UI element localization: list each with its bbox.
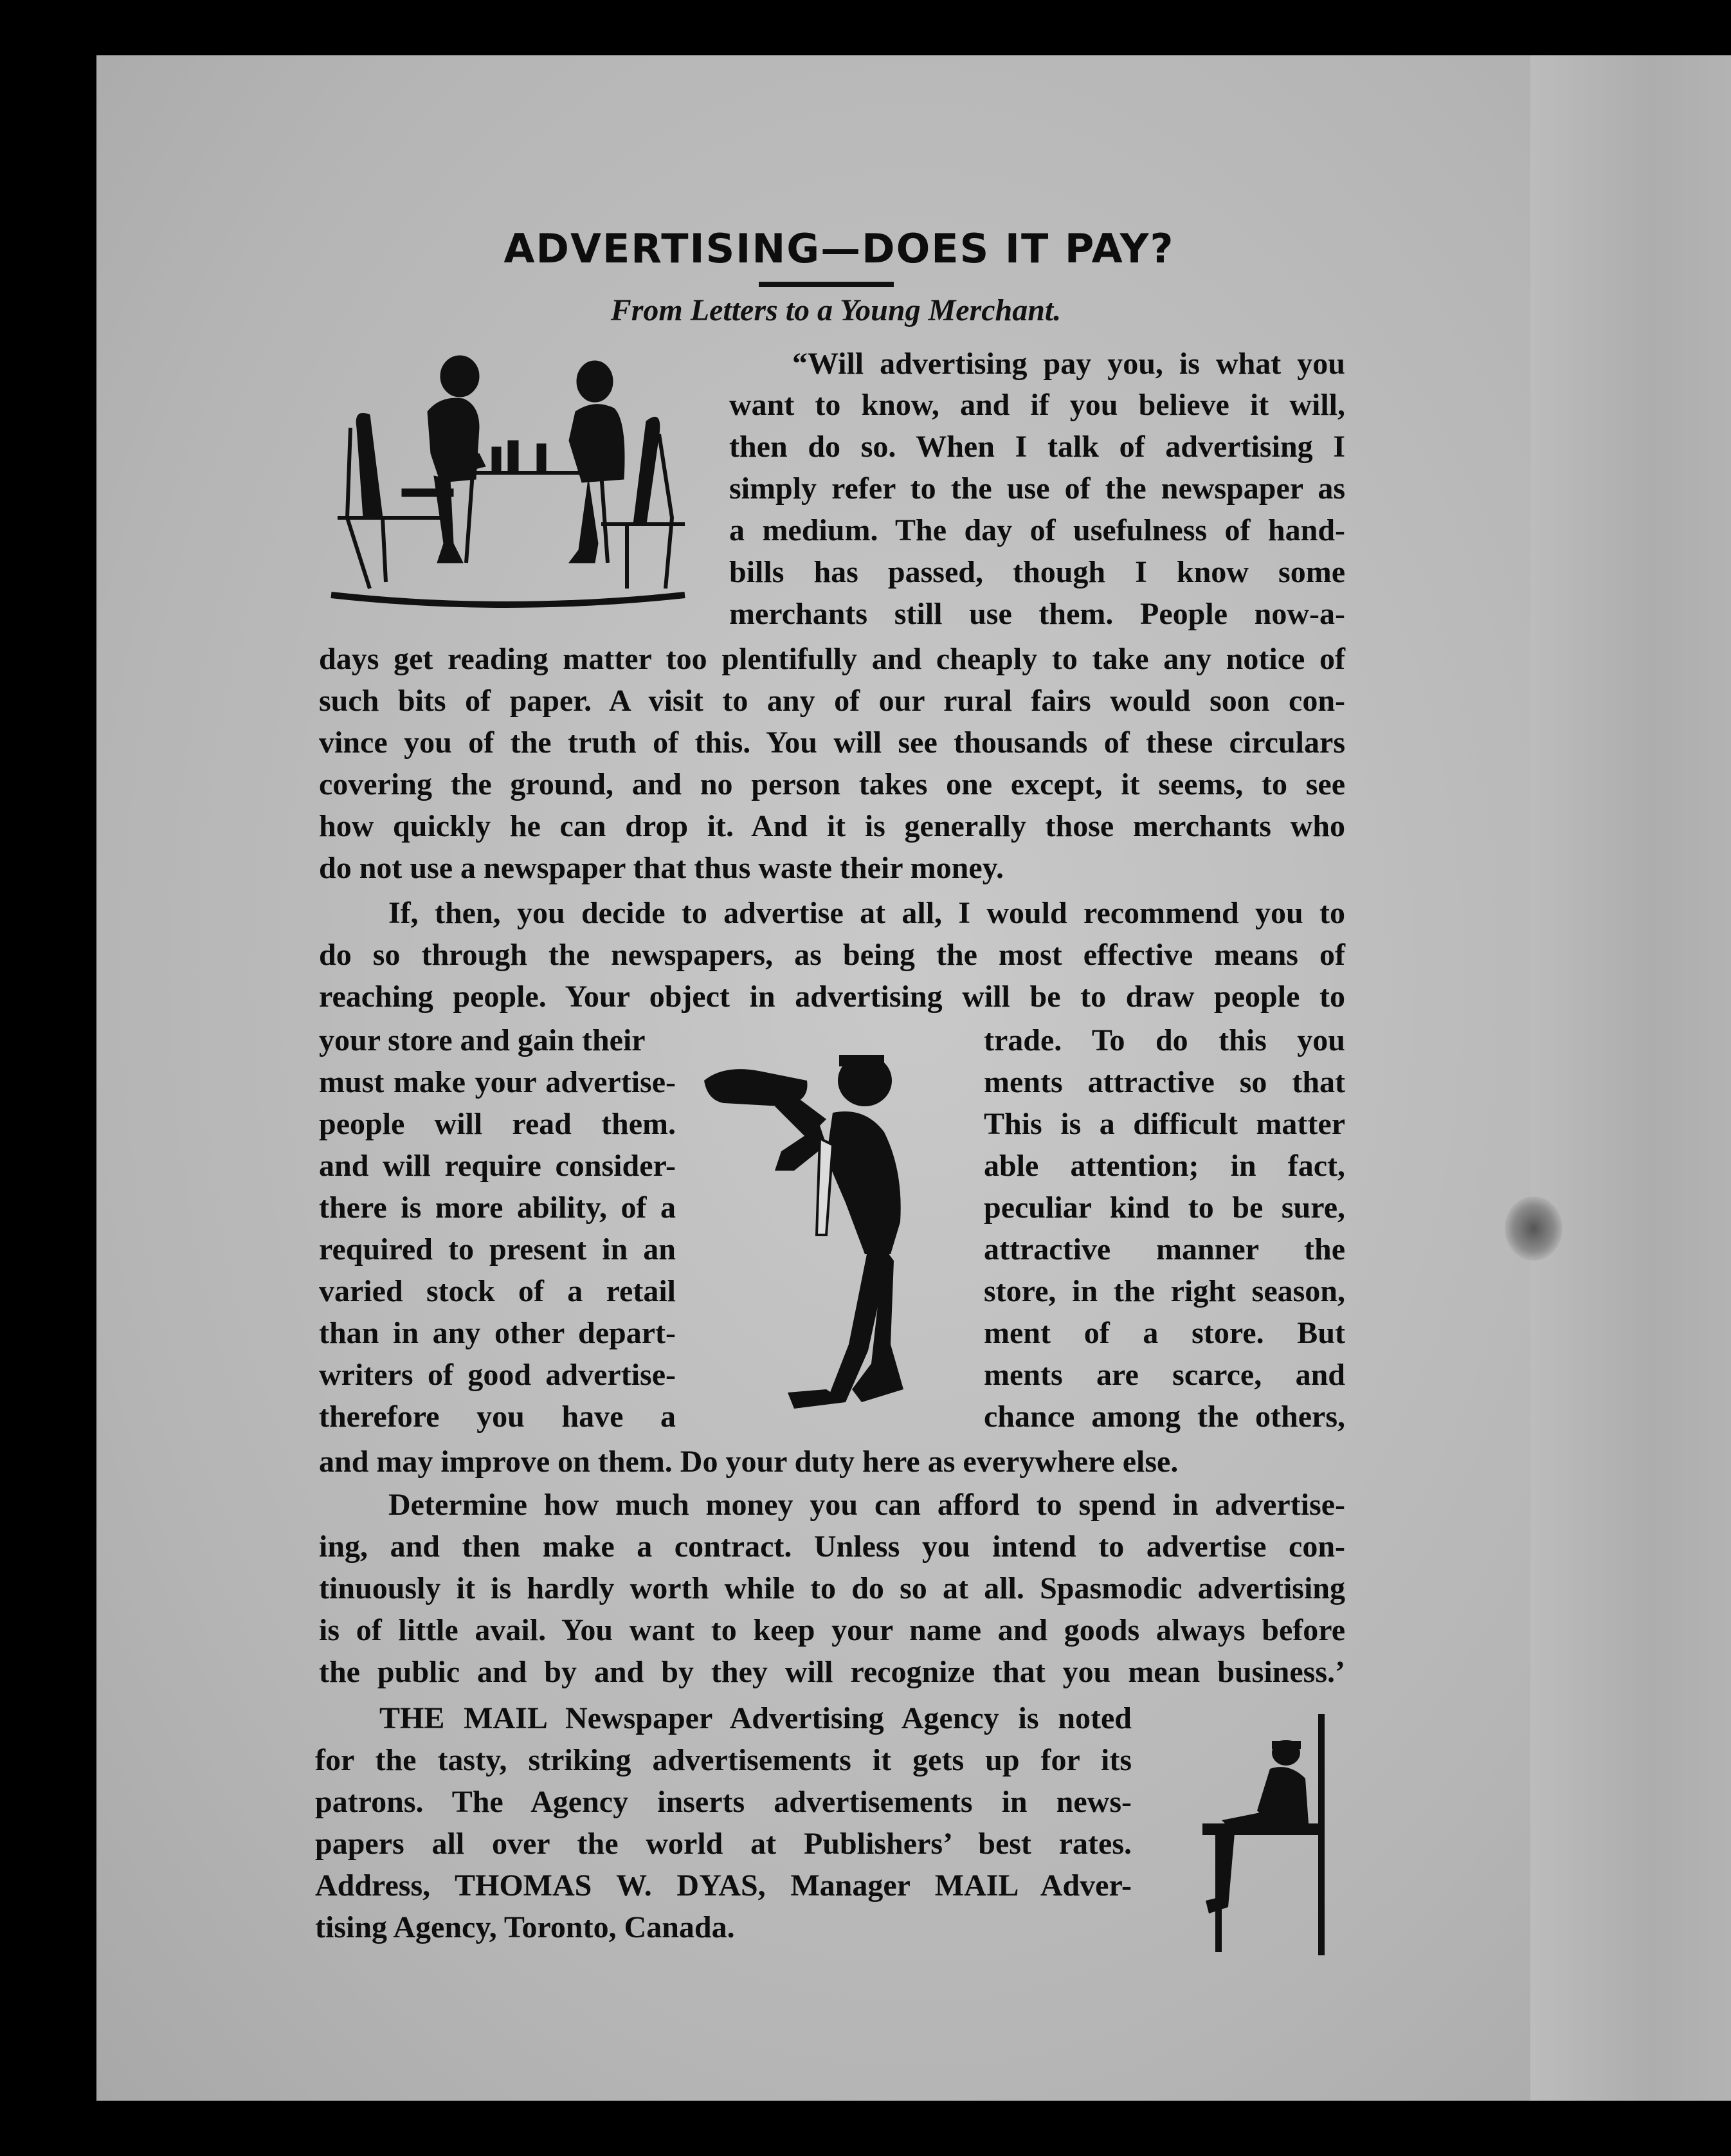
text-line: covering the ground, and no person takes one except, it seems, to see [319, 767, 1345, 801]
text-line-right: ments attractive so that [984, 1065, 1345, 1099]
text-line-left: writers of good advertise- [319, 1358, 676, 1392]
text-line: a medium. The day of usefulness of hand- [729, 513, 1345, 547]
text-line: tinuously it is hardly worth while to do so at all. Spasmodic advertising [319, 1571, 1345, 1605]
text-line-left: required to present in an [319, 1232, 676, 1266]
title-rule [759, 282, 894, 287]
text-line: want to know, and if you believe it will, [729, 388, 1345, 422]
text-line: merchants still use them. People now-a- [729, 597, 1345, 631]
text-line: bills has passed, though I know some [729, 555, 1345, 589]
text-line-right: peculiar kind to be sure, [984, 1191, 1345, 1225]
text-line-right: chance among the others, [984, 1400, 1345, 1434]
text-line: Determine how much money you can afford to spend in advertise- [388, 1488, 1345, 1522]
text-line: such bits of paper. A visit to any of our rural fairs would soon con- [319, 684, 1345, 718]
text-line: reaching people. Your object in advertising will be to draw people to [319, 980, 1345, 1014]
text-line: is of little avail. You want to keep your name and goods always before [319, 1613, 1345, 1647]
agency-notice-line: Address, THOMAS W. DYAS, Manager MAIL Adver- [315, 1868, 1132, 1903]
text-line-left: people will read them. [319, 1107, 676, 1141]
text-line: simply refer to the use of the newspaper as [729, 471, 1345, 506]
ink-stain [1505, 1196, 1563, 1261]
text-line-right: store, in the right season, [984, 1274, 1345, 1308]
text-line: then do so. When I talk of advertising I [729, 430, 1345, 464]
text-line-right: able attention; in fact, [984, 1149, 1345, 1183]
agency-notice-line: THE MAIL Newspaper Advertising Agency is noted [379, 1701, 1132, 1735]
text-line-right: ment of a store. But [984, 1316, 1345, 1350]
text-line: If, then, you decide to advertise at all, I would recommend you to [388, 896, 1345, 930]
agency-notice-line: patrons. The Agency inserts advertisements in news- [315, 1785, 1132, 1819]
agency-notice-line: papers all over the world at Publishers’ best rates. [315, 1827, 1132, 1861]
seated-man-silhouette-icon [1196, 1714, 1331, 1959]
two-men-dining-silhouette-icon [325, 351, 704, 608]
text-line-left: must make your advertise- [319, 1065, 676, 1099]
text-line: and may improve on them. Do your duty here as everywhere else. [319, 1445, 1179, 1479]
agency-notice-line: for the tasty, striking advertisements it gets up for its [315, 1743, 1132, 1777]
text-line: ing, and then make a contract. Unless you intend to advertise con- [319, 1530, 1345, 1564]
text-line-left: there is more ability, of a [319, 1191, 676, 1225]
text-line: do so through the newspapers, as being the most effective means of [319, 938, 1345, 972]
text-line-left: and will require consider- [319, 1149, 676, 1183]
text-line-right: trade. To do this you [984, 1023, 1345, 1057]
text-line: how quickly he can drop it. And it is generally those merchants who [319, 809, 1345, 843]
waiter-silhouette-icon [698, 1042, 955, 1421]
article-subtitle: From Letters to a Young Merchant. [610, 293, 1062, 327]
text-line-right: This is a difficult matter [984, 1107, 1345, 1141]
text-line-left: your store and gain their [319, 1023, 646, 1057]
text-line-right: ments are scarce, and [984, 1358, 1345, 1392]
text-line-right: attractive manner the [984, 1232, 1345, 1266]
text-line-left: than in any other depart- [319, 1316, 676, 1350]
article-title: ADVERTISING—DOES IT PAY? [503, 225, 1175, 272]
text-line-left: therefore you have a [319, 1400, 676, 1434]
text-line: do not use a newspaper that thus waste their money. [319, 851, 1004, 885]
text-line-left: varied stock of a retail [319, 1274, 676, 1308]
text-line: the public and by and by they will recognize that you mean business.’ [319, 1655, 1345, 1689]
page-fold [1530, 55, 1731, 2101]
text-line: days get reading matter too plentifully and cheaply to take any notice of [319, 642, 1345, 676]
text-line: vince you of the truth of this. You will see thousands of these circulars [319, 726, 1345, 760]
agency-notice-line: tising Agency, Toronto, Canada. [315, 1910, 735, 1944]
text-line: “Will advertising pay you, is what you [792, 347, 1345, 381]
